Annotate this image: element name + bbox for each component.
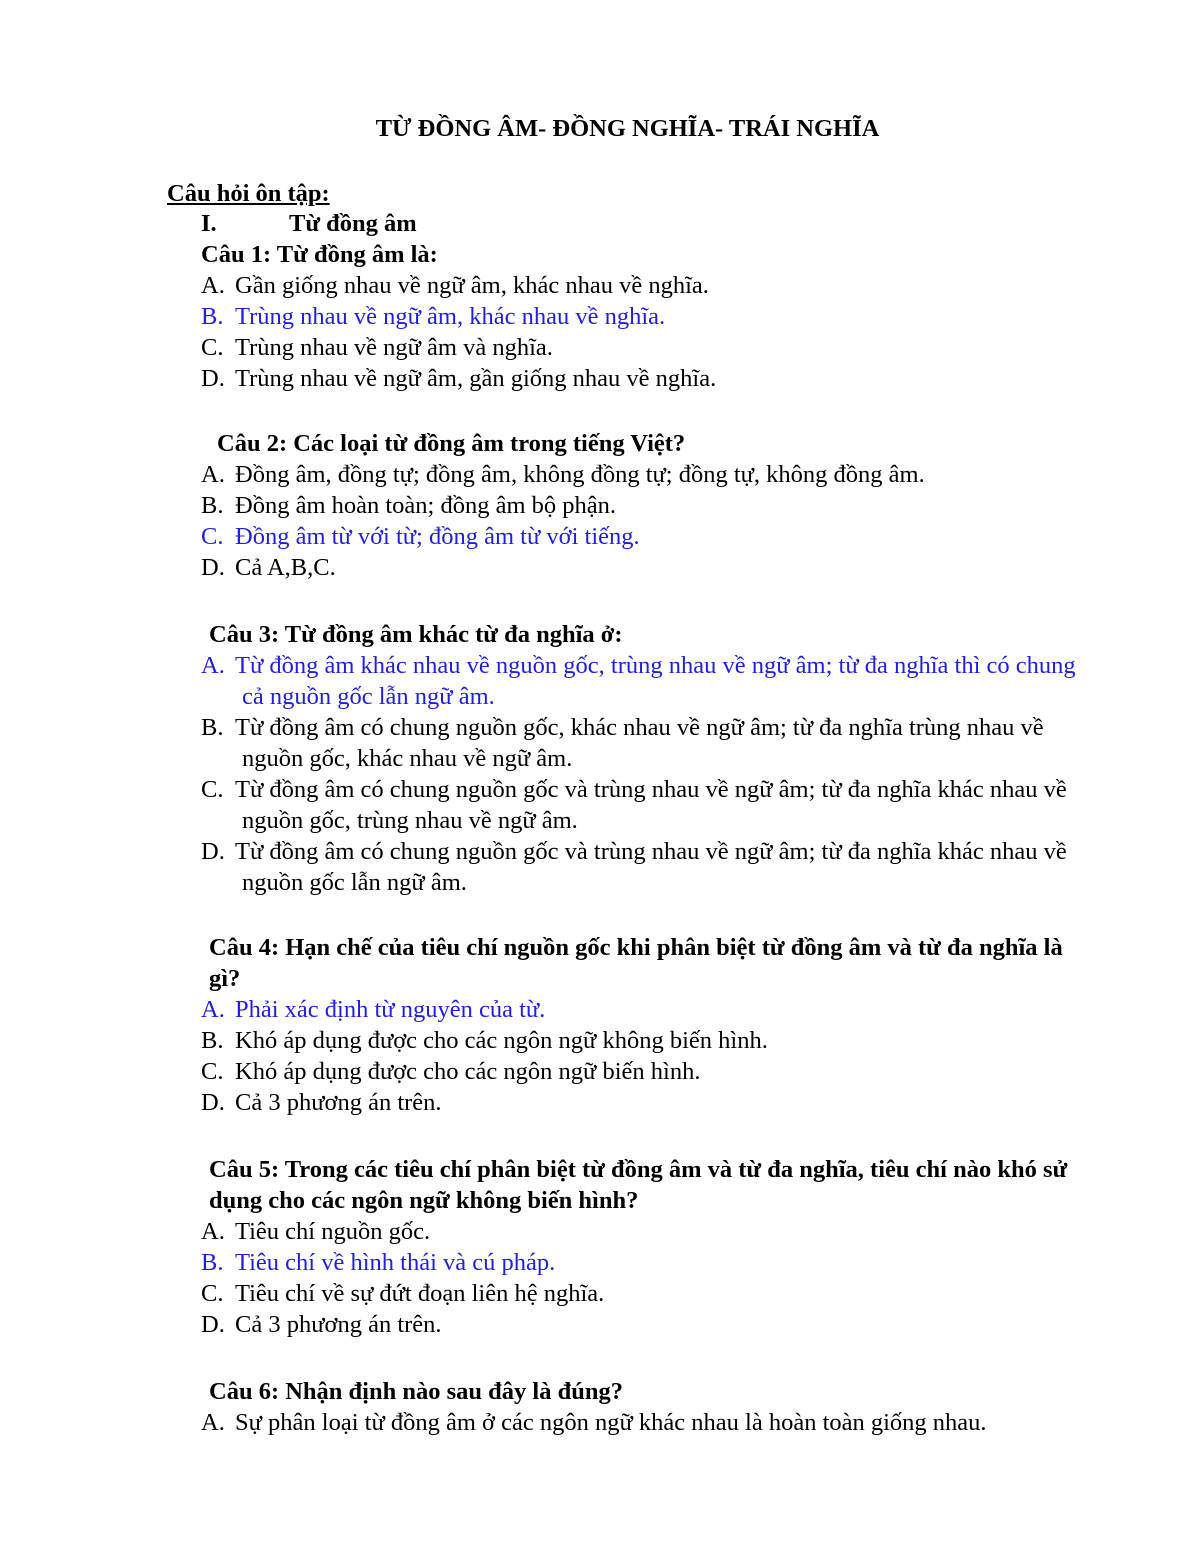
option-text: Sự phân loại từ đồng âm ở các ngôn ngữ khác nhau là hoàn toàn giống nhau. [235, 1409, 987, 1436]
option-letter: C. [201, 1058, 224, 1085]
option-text: Cả 3 phương án trên. [235, 1311, 442, 1338]
option-text: Cả 3 phương án trên. [235, 1089, 442, 1116]
option-text: Khó áp dụng được cho các ngôn ngữ biến hình. [235, 1058, 701, 1085]
option-d [201, 836, 1101, 898]
question-text: Câu 5: Trong các tiêu chí phân biệt từ đồng âm và từ đa nghĩa, tiêu chí nào khó sử dụng cho các ngôn ngữ không biến hình? [209, 1156, 1068, 1214]
option-letter: D. [201, 1311, 225, 1338]
option-letter: B. [201, 714, 224, 741]
option-text: Trùng nhau về ngữ âm và nghĩa. [235, 334, 553, 361]
question-1 [201, 239, 1101, 394]
option-letter: D. [201, 1089, 225, 1116]
option-a [201, 1407, 1101, 1438]
option-letter: D. [201, 554, 225, 581]
question-text: Câu 2: Các loại từ đồng âm trong tiếng Việt? [217, 430, 686, 457]
question-3 [201, 619, 1101, 898]
option-text: Gần giống nhau về ngữ âm, khác nhau về nghĩa. [235, 272, 709, 299]
option-text: Cả A,B,C. [235, 554, 336, 581]
option-text: Trùng nhau về ngữ âm, khác nhau về nghĩa. [235, 303, 666, 330]
option-b [201, 1025, 1101, 1056]
option-c [201, 1278, 1101, 1309]
option-letter: B. [201, 1027, 224, 1054]
page-title: TỪ ĐỒNG ÂM- ĐỒNG NGHĨA- TRÁI NGHĨA [375, 115, 880, 142]
option-letter: B. [201, 303, 224, 330]
option-letter: B. [201, 1249, 224, 1276]
option-letter: C. [201, 334, 224, 361]
option-a [201, 270, 1101, 301]
option-b-correct [201, 1247, 1101, 1278]
question-5 [201, 1154, 1101, 1340]
option-text: Phải xác định từ nguyên của từ. [235, 996, 546, 1023]
question-text: Câu 1: Từ đồng âm là: [201, 241, 438, 268]
option-text: Từ đồng âm có chung nguồn gốc và trùng nhau về ngữ âm; từ đa nghĩa khác nhau về nguồn gốc, trùng nhau về ngữ âm. [235, 776, 1067, 834]
option-letter: A. [201, 461, 225, 488]
option-a-correct [201, 650, 1101, 712]
question-2 [201, 428, 1101, 583]
option-text: Đồng âm, đồng tự; đồng âm, không đồng tự; đồng tự, không đồng âm. [235, 461, 925, 488]
option-letter: A. [201, 652, 225, 679]
section-number: I. [201, 210, 217, 237]
option-letter: C. [201, 523, 224, 550]
option-letter: D. [201, 365, 225, 392]
option-text: Từ đồng âm có chung nguồn gốc, khác nhau về ngữ âm; từ đa nghĩa trùng nhau về nguồn gốc, khác nhau về ngữ âm. [235, 714, 1044, 772]
option-c [201, 774, 1101, 836]
option-a-correct [201, 994, 1101, 1025]
option-text: Từ đồng âm có chung nguồn gốc và trùng nhau về ngữ âm; từ đa nghĩa khác nhau về nguồn gốc lẫn ngữ âm. [235, 838, 1067, 896]
option-letter: A. [201, 272, 225, 299]
question-text: Câu 6: Nhận định nào sau đây là đúng? [209, 1378, 623, 1405]
option-text: Tiêu chí về hình thái và cú pháp. [235, 1249, 556, 1276]
option-d [201, 363, 1101, 394]
option-text: Đồng âm từ với từ; đồng âm từ với tiếng. [235, 523, 640, 550]
option-letter: C. [201, 776, 224, 803]
question-4 [201, 932, 1101, 1118]
option-a [201, 1216, 1101, 1247]
option-letter: A. [201, 996, 225, 1023]
option-letter: D. [201, 838, 225, 865]
question-text: Câu 3: Từ đồng âm khác từ đa nghĩa ở: [209, 621, 623, 648]
option-d [201, 1309, 1101, 1340]
section-heading [201, 208, 417, 239]
option-d [201, 1087, 1101, 1118]
question-6 [201, 1376, 1101, 1438]
option-text: Đồng âm hoàn toàn; đồng âm bộ phận. [235, 492, 617, 519]
option-letter: C. [201, 1280, 224, 1307]
option-d [201, 552, 1101, 583]
question-text: Câu 4: Hạn chế của tiêu chí nguồn gốc khi phân biệt từ đồng âm và từ đa nghĩa là gì? [209, 934, 1063, 992]
option-b [201, 712, 1101, 774]
section-label: Từ đồng âm [289, 210, 417, 237]
option-b-correct [201, 301, 1101, 332]
option-c [201, 1056, 1101, 1087]
option-letter: A. [201, 1409, 225, 1436]
option-text: Tiêu chí nguồn gốc. [235, 1218, 431, 1245]
option-text: Từ đồng âm khác nhau về nguồn gốc, trùng nhau về ngữ âm; từ đa nghĩa thì có chung cả nguồn gốc lẫn ngữ âm. [235, 652, 1076, 710]
option-b [201, 490, 1101, 521]
option-letter: B. [201, 492, 224, 519]
option-c [201, 332, 1101, 363]
option-text: Tiêu chí về sự đứt đoạn liên hệ nghĩa. [235, 1280, 605, 1307]
option-text: Khó áp dụng được cho các ngôn ngữ không biến hình. [235, 1027, 768, 1054]
option-c-correct [201, 521, 1101, 552]
review-heading: Câu hỏi ôn tập: [167, 180, 330, 207]
option-text: Trùng nhau về ngữ âm, gần giống nhau về nghĩa. [235, 365, 717, 392]
option-a [201, 459, 1101, 490]
option-letter: A. [201, 1218, 225, 1245]
